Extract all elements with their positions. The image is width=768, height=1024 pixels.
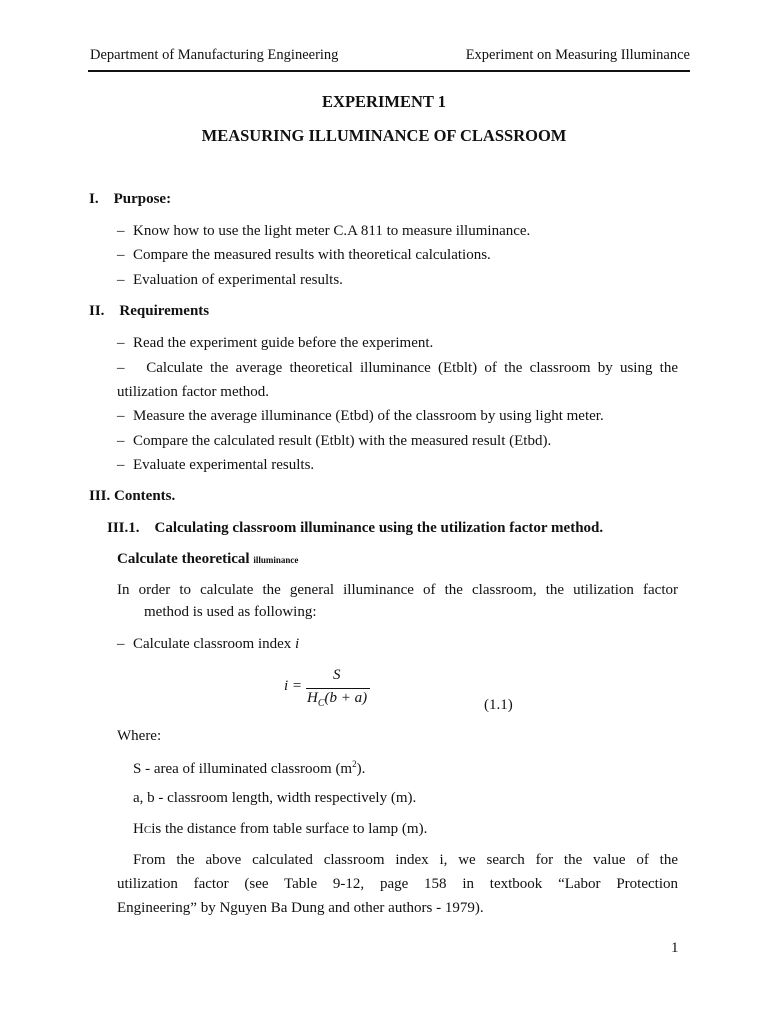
list-item-text: Compare the measured results with theoretical calculations. [133,247,491,263]
fraction-bar [306,688,370,689]
list-item [117,433,551,450]
formula-numerator: S [333,667,341,683]
list-item [117,223,530,240]
list-item [117,335,433,352]
bullet-dash: – [117,247,125,263]
list-item [117,272,343,289]
header-department: Department of Manufacturing Engineering [90,47,339,63]
section-requirements-heading: II. Requirements [89,303,210,319]
formula-h: H [307,690,318,706]
definition-hc-h: H [133,821,144,837]
formula-number: (1.1) [484,697,513,713]
list-item-text: Evaluate experimental results. [133,457,315,473]
intro-line: method is used as following: [144,604,317,620]
definition-s-end: ). [356,761,366,777]
calc-title [117,551,298,568]
definition-hc-sub: C [143,824,152,836]
variable-i: i [295,636,300,652]
list-item [117,636,299,653]
list-item-text: Calculate the average theoretical illuminance (Etblt) of the classroom by using the [146,360,679,376]
page-number: 1 [671,940,679,956]
paragraph-line: utilization factor (see Table 9-12, page 158 in textbook “Labor Protection [117,876,678,892]
formula-lhs: i = [284,678,303,694]
list-item [117,247,491,264]
bullet-dash: – [117,335,125,351]
paragraph-line: From the above calculated classroom index i, we search for the value of the [133,852,678,868]
where-label: Where: [117,728,162,744]
bullet-dash: – [117,457,125,473]
definition-hc-text: is the distance from table surface to lamp (m). [151,821,428,837]
page-subtitle: MEASURING ILLUMINANCE OF CLASSROOM [201,126,567,145]
bullet-dash: – [117,408,125,424]
formula-h-sub: C [317,698,325,709]
bullet-dash: – [117,223,125,239]
list-item-text: Compare the calculated result (Etblt) with the measured result (Etbd). [133,433,552,449]
definition-s [133,759,365,778]
list-item-text: Read the experiment guide before the experiment. [133,335,434,351]
list-item [117,408,604,425]
header-experiment-title: Experiment on Measuring Illuminance [465,47,690,63]
section-purpose-heading: I. Purpose: [89,191,172,207]
bullet-dash: – [117,272,125,288]
list-item [117,457,314,474]
formula-denominator [307,690,367,709]
definition-s-sup: 2 [352,759,357,769]
definition-ab: a, b - classroom length, width respectively (m). [133,790,417,806]
intro-line: In order to calculate the general illuminance of the classroom, the utilization factor [117,582,678,598]
bullet-dash: – [117,360,125,376]
paragraph-line: Engineering” by Nguyen Ba Dung and other authors - 1979). [117,900,484,916]
list-item-text: Measure the average illuminance (Etbd) of the classroom by using light meter. [133,408,604,424]
subsection-heading: III.1. Calculating classroom illuminance using the utilization factor method. [107,520,604,536]
bullet-dash: – [117,433,125,449]
calc-title-small: illuminance [253,555,299,565]
bullet-dash: – [117,636,125,652]
definition-hc [133,821,427,838]
calc-title-text: Calculate theoretical [117,551,250,567]
list-item-continuation: utilization factor method. [117,384,270,400]
list-item-text: Calculate classroom index [133,636,292,652]
list-item-text: Evaluation of experimental results. [133,272,343,288]
list-item-text: Know how to use the light meter C.A 811 to measure illuminance. [133,223,531,239]
list-item [117,360,678,377]
definition-s-text: S - area of illuminated classroom (m [133,761,353,777]
header-divider [88,70,690,72]
formula-paren: (b + a) [324,690,368,706]
page-title: EXPERIMENT 1 [322,92,446,111]
section-contents-heading: III. Contents. [89,488,176,504]
